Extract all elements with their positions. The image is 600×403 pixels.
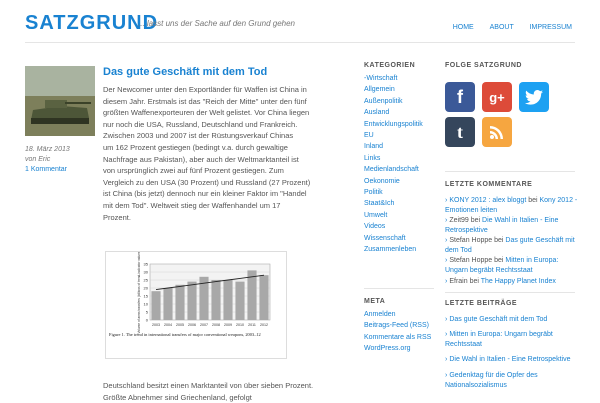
rss-icon[interactable] xyxy=(482,117,512,147)
recent-post-link[interactable]: Gedenktag für die Opfer des Nationalsozialismus xyxy=(445,372,538,389)
comment-post-link[interactable]: Das gute Geschäft mit dem Tod xyxy=(445,237,575,254)
post-thumbnail[interactable] xyxy=(25,66,95,136)
post-meta xyxy=(25,145,70,175)
chart-bar xyxy=(151,291,160,320)
category-link[interactable]: EU xyxy=(364,132,374,140)
main-nav xyxy=(439,24,572,31)
chart-ytick-label: 0 xyxy=(145,317,148,323)
post-body-line: nur noch die USA, Russland, Deutschland und Frankreich. xyxy=(103,119,298,129)
site-header xyxy=(0,0,600,40)
chart-bar xyxy=(163,288,172,320)
chart-ytick-label: 10 xyxy=(143,301,148,307)
post-body-line: Deutschland besitzt einen Marktanteil von über sieben Prozent. xyxy=(103,381,314,390)
comment-separator: bei xyxy=(492,257,506,264)
chart-xtick-label: 2009 xyxy=(224,323,232,327)
header-divider xyxy=(25,42,575,43)
chart-xtick-label: 2006 xyxy=(188,323,196,327)
chart-bar xyxy=(247,270,256,320)
post-body-line: Zwischen 2003 und 2007 ist der Rüstungsverkauf Chinas xyxy=(103,131,294,141)
chart-bar xyxy=(223,280,232,320)
post-body-line: Nachfrage aus Pakistan), aber auch der Weltmarktanteil ist xyxy=(103,154,299,164)
recent-comment: › Stefan Hoppe bei Mitten in Europa: Ungarn begräbt Rechtsstaat xyxy=(445,257,559,274)
sidebar-divider xyxy=(445,171,575,172)
post-body-line: Vergleich zu den USA (30 Prozent) und Russland (27 Prozent) xyxy=(103,177,311,187)
comment-separator: bei xyxy=(467,278,481,285)
sidebar-categories xyxy=(364,62,434,256)
chart-xtick-label: 2003 xyxy=(152,323,160,327)
sidebar-follow xyxy=(445,62,580,69)
meta-link-wordpress[interactable]: WordPress.org xyxy=(364,345,411,353)
post-body-line: um 162 Prozent gestiegen (bedingt v.a. durch gewaltige xyxy=(103,142,288,152)
post-body xyxy=(103,84,325,223)
comment-author: Efrain xyxy=(449,278,468,285)
googleplus-icon[interactable]: g+ xyxy=(482,82,512,112)
category-link[interactable]: Zusammenleben xyxy=(364,246,417,254)
site-tagline: ... lasst uns der Sache auf den Grund gehen xyxy=(138,19,295,28)
chart-caption: Figure 1. The trend in international transfers of major conventional weapons, 2003–12 xyxy=(109,332,261,337)
chart-xtick-label: 2007 xyxy=(200,323,208,327)
post-date: 18. März 2013 xyxy=(25,146,70,153)
category-link[interactable]: Inland xyxy=(364,143,384,151)
category-link[interactable]: Politik xyxy=(364,189,383,197)
category-link[interactable]: Allgemein xyxy=(364,86,395,94)
comment-post-link[interactable]: Die Wahl in Italien - Eine Retrospektive xyxy=(445,217,559,234)
arms-transfer-chart[interactable] xyxy=(105,251,287,359)
chart-bar xyxy=(175,285,184,320)
chart-xtick-label: 2005 xyxy=(176,323,184,327)
comment-post-link[interactable]: Mitten in Europa: Ungarn begräbt Rechtsstaat xyxy=(445,257,559,274)
recent-post: › Gedenktag für die Opfer des Nationalsozialismus xyxy=(445,372,538,389)
sidebar-divider xyxy=(445,292,575,293)
meta-link-comments-feed[interactable]: Kommentare als RSS xyxy=(364,333,432,341)
nav-home[interactable]: HOME xyxy=(452,24,474,31)
chart-bar xyxy=(187,282,196,320)
follow-title: FOLGE SATZGRUND xyxy=(445,62,522,69)
recent-post: › Die Wahl in Italien - Eine Retrospektive xyxy=(445,356,571,363)
post-body-line: diesem Jahr. Erstmals ist das "Reich der Mitte" unter den fünf xyxy=(103,96,307,106)
recent-post-link[interactable]: Die Wahl in Italien - Eine Retrospektive xyxy=(449,356,571,363)
twitter-icon[interactable] xyxy=(519,82,549,112)
chart-ylabel: Volume of arms transfers (billions of trend-indicator values) xyxy=(137,252,141,334)
post-body-line: ist China (bis jetzt) dennoch nur ein kleiner Faktor im "Handel xyxy=(103,189,307,199)
recent-comments-title: LETZTE KOMMENTARE xyxy=(445,181,533,188)
chart-ytick-label: 5 xyxy=(145,309,148,315)
chart-ytick-label: 15 xyxy=(143,293,148,299)
categories-title: KATEGORIEN xyxy=(364,62,416,69)
chart-ytick-label: 20 xyxy=(143,285,148,291)
recent-post-link[interactable]: Das gute Geschäft mit dem Tod xyxy=(449,316,548,323)
post-body-line: Prozent. xyxy=(103,212,131,222)
post-body-line: mit dem Tod". Weltweit stieg der Waffenhandel um 17 xyxy=(103,200,281,210)
chart-bar xyxy=(259,275,268,320)
chart-bar xyxy=(211,280,220,320)
meta-link-login[interactable]: Anmelden xyxy=(364,311,396,318)
category-link[interactable]: Entwicklungspolitik xyxy=(364,120,423,128)
post-body-line: Größte Abnehmer sind Griechenland, gefolgt xyxy=(103,392,252,402)
post-body-line: von ursprünglich zwei auf fünf Prozent gestiegen. Zum xyxy=(103,166,284,176)
category-link[interactable]: -Wirtschaft xyxy=(364,75,398,82)
site-logo[interactable]: SATZGRUND xyxy=(25,12,159,34)
recent-post-link[interactable]: Mitten in Europa: Ungarn begräbt Rechtsstaat xyxy=(445,331,553,348)
tumblr-icon[interactable]: t xyxy=(445,117,475,147)
chart-ytick-label: 30 xyxy=(143,269,148,275)
facebook-icon[interactable]: f xyxy=(445,82,475,112)
recent-comment: › Stefan Hoppe bei Das gute Geschäft mit dem Tod xyxy=(445,237,575,254)
recent-post: › Das gute Geschäft mit dem Tod xyxy=(445,316,548,323)
comment-author: Stefan Hoppe xyxy=(449,257,493,264)
comment-separator: bei xyxy=(492,237,506,244)
category-link[interactable]: Wissenschaft xyxy=(364,234,406,242)
comment-post-link[interactable]: The Happy Planet Index xyxy=(480,278,556,285)
comment-separator: bei xyxy=(526,197,540,204)
sidebar-meta xyxy=(364,298,434,355)
category-link[interactable]: Oekonomie xyxy=(364,177,400,185)
chart-xtick-label: 2010 xyxy=(236,323,244,327)
comment-post-link[interactable]: Kony 2012 - Emotionen leiten xyxy=(445,197,578,214)
chart-ytick-label: 35 xyxy=(143,261,148,267)
comment-author-link[interactable]: KONY 2012 : alex bloggt xyxy=(449,197,527,204)
nav-about[interactable]: ABOUT xyxy=(489,24,514,31)
recent-comment: › Efrain bei The Happy Planet Index xyxy=(445,278,556,285)
comment-author: Zeit99 xyxy=(449,217,469,224)
nav-impressum[interactable]: IMPRESSUM xyxy=(529,24,572,31)
meta-title: META xyxy=(364,298,386,305)
post-body-line: Der Newcomer unter den Exportländer für Waffen ist China in xyxy=(103,85,307,94)
category-link[interactable]: Umwelt xyxy=(364,211,388,219)
category-link[interactable]: Staat&Ich xyxy=(364,200,395,208)
recent-post: › Mitten in Europa: Ungarn begräbt Rechtsstaat xyxy=(445,331,553,348)
category-link[interactable]: Links xyxy=(364,154,381,162)
category-link[interactable]: Medienlandschaft xyxy=(364,166,419,174)
category-link[interactable]: Außenpolitik xyxy=(364,97,403,105)
sidebar-divider xyxy=(364,288,434,289)
chart-bar xyxy=(235,282,244,320)
category-link[interactable]: Videos xyxy=(364,223,386,231)
post-body-line: größten Waffenexporteuren der Welt gelistet. Vor China liegen xyxy=(103,108,310,118)
recent-comment: › KONY 2012 : alex bloggt bei Kony 2012 - Emotionen leiten xyxy=(445,197,578,214)
recent-posts-title: LETZTE BEITRÄGE xyxy=(445,300,518,307)
comment-separator: bei xyxy=(468,217,483,224)
chart-xtick-label: 2011 xyxy=(248,323,256,327)
recent-comment: › Zeit99 bei Die Wahl in Italien - Eine Retrospektive xyxy=(445,217,559,234)
meta-link-posts-feed[interactable]: Beitrags-Feed (RSS) xyxy=(364,322,429,330)
post-author: von Eric xyxy=(25,156,51,163)
category-link[interactable]: Ausland xyxy=(364,109,390,117)
chart-xtick-label: 2004 xyxy=(164,323,172,327)
chart-xtick-label: 2008 xyxy=(212,323,220,327)
chart-xtick-label: 2012 xyxy=(260,323,268,327)
comment-author: Stefan Hoppe xyxy=(449,237,493,244)
comment-count-link[interactable]: 1 Kommentar xyxy=(25,166,68,173)
chart-ytick-label: 25 xyxy=(143,277,148,283)
post-title[interactable]: Das gute Geschäft mit dem Tod xyxy=(103,66,268,78)
